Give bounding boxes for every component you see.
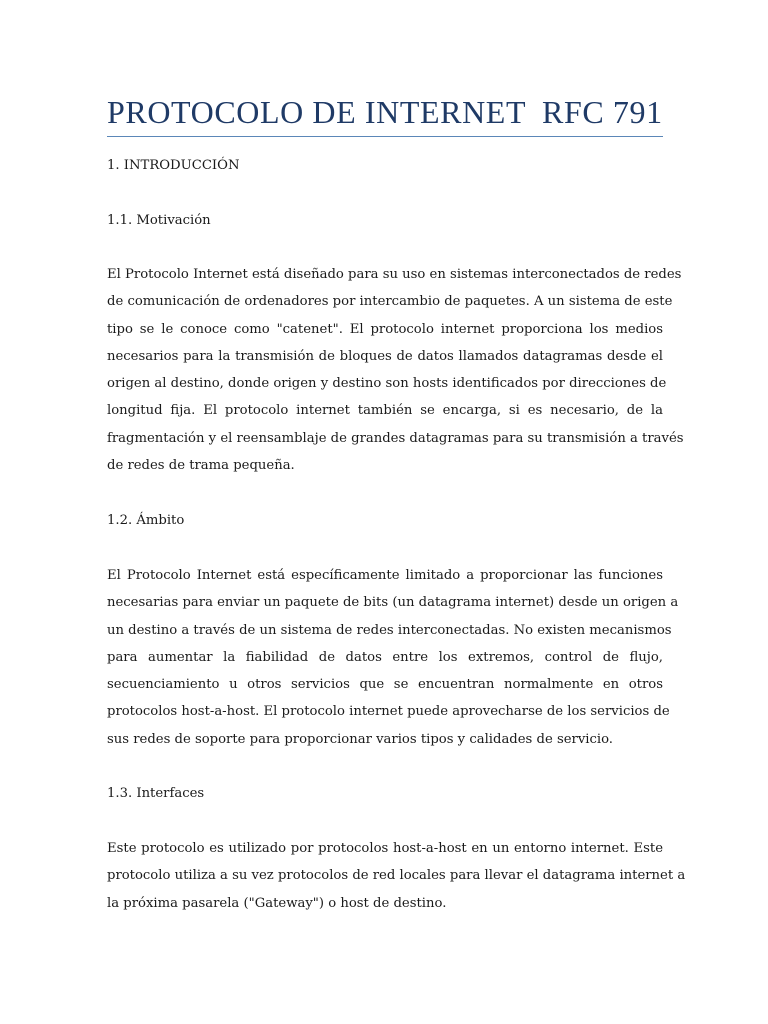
paragraph-line: secuenciamiento u otros servicios que se encuentran normalmente en otros — [107, 677, 663, 693]
paragraph-line: para aumentar la fiabilidad de datos entre los extremos, control de flujo, — [107, 649, 663, 665]
paragraph-line: necesarias para enviar un paquete de bits (un datagrama internet) desde un origen a — [107, 595, 679, 611]
paragraph-line: fragmentación y el reensamblaje de grandes datagramas para su transmisión a través — [107, 430, 684, 446]
document-title: PROTOCOLO DE INTERNET — [107, 94, 527, 130]
rfc-number: RFC 791 — [542, 94, 663, 130]
section-heading-motivacion: 1.1. Motivación — [107, 213, 211, 228]
paragraph-interfaces — [107, 835, 686, 917]
paragraph-line: Este protocolo es utilizado por protocolos host-a-host en un entorno internet. Este — [107, 841, 663, 856]
section-heading-introduccion: 1. INTRODUCCIÓN — [107, 158, 240, 173]
paragraph-line: El Protocolo Internet está diseñado para su uso en sistemas interconectados de redes — [107, 267, 682, 282]
section-heading-ambito: 1.2. Ámbito — [107, 513, 185, 528]
paragraph-line: protocolos host-a-host. El protocolo internet puede aprovecharse de los servicios de — [107, 704, 670, 720]
paragraph-line: origen al destino, donde origen y destino son hosts identificados por direcciones de — [107, 376, 667, 392]
section-heading-interfaces: 1.3. Interfaces — [107, 786, 205, 801]
paragraph-line: necesarios para la transmisión de bloques de datos llamados datagramas desde el — [107, 348, 663, 364]
paragraph-line: de redes de trama pequeña. — [107, 458, 295, 474]
paragraph-line: un destino a través de un sistema de redes interconectadas. No existen mecanismos — [107, 622, 672, 638]
paragraph-ambito — [107, 562, 679, 753]
paragraph-line: El Protocolo Internet está específicamente limitado a proporcionar las funciones — [107, 568, 663, 583]
paragraph-line: la próxima pasarela ("Gateway") o host de destino. — [107, 895, 447, 911]
paragraph-line: protocolo utiliza a su vez protocolos de red locales para llevar el datagrama internet a — [107, 868, 686, 884]
paragraph-line: sus redes de soporte para proporcionar varios tipos y calidades de servicio. — [107, 731, 613, 747]
paragraph-line: tipo se le conoce como "catenet". El protocolo internet proporciona los medios — [107, 321, 663, 337]
document-title-row — [107, 92, 663, 137]
paragraph-motivacion — [107, 261, 684, 479]
paragraph-line: longitud fija. El protocolo internet también se encarga, si es necesario, de la — [107, 403, 663, 419]
paragraph-line: de comunicación de ordenadores por intercambio de paquetes. A un sistema de este — [107, 294, 673, 310]
